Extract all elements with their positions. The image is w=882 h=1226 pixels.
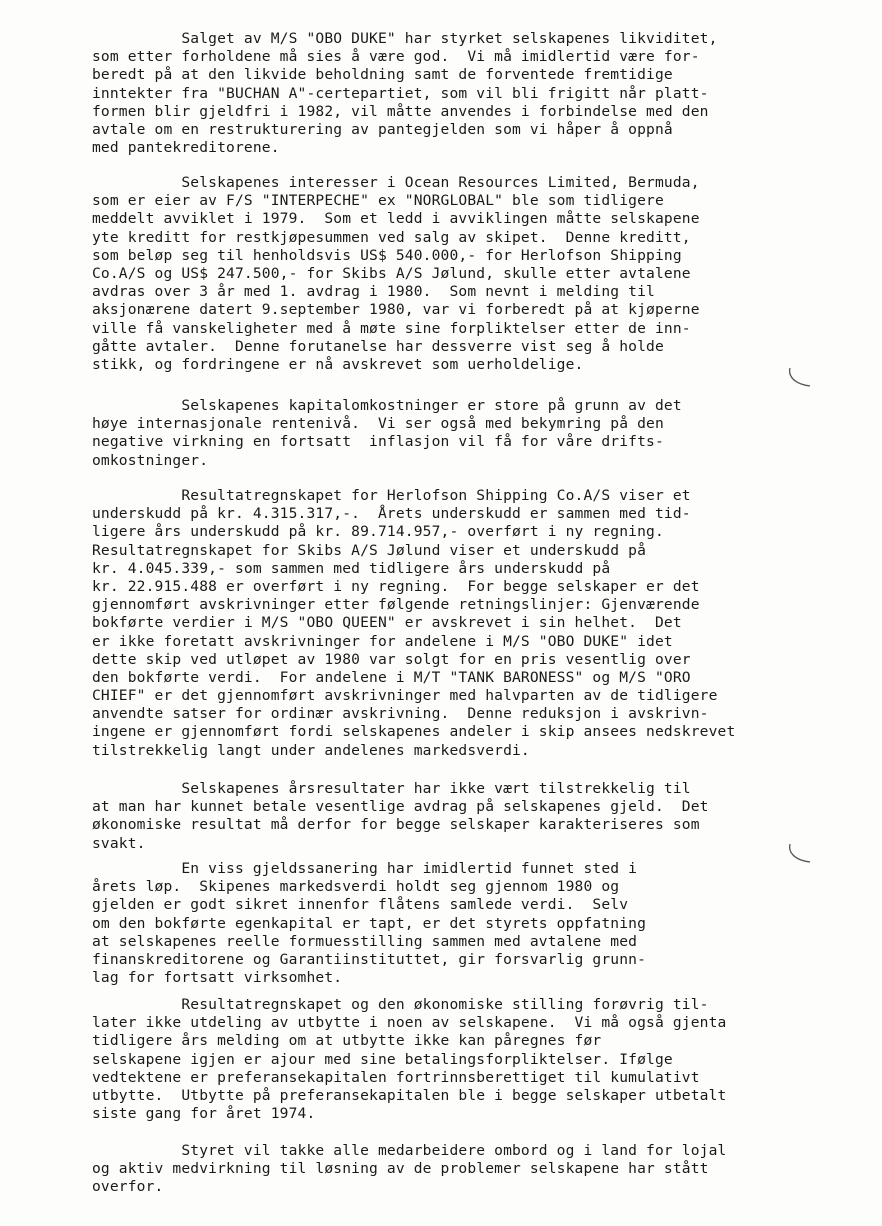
text-line: CHIEF" er det gjennomført avskrivninger med halvparten av de tidligere (92, 687, 718, 705)
paragraph-liquidity (92, 30, 862, 157)
text-line: overfor. (92, 1178, 164, 1196)
text-line: ligere års underskudd på kr. 89.714.957,- overført i ny regning. (92, 523, 664, 541)
text-line: underskudd på kr. 4.315.317,-. Årets underskudd er sammen med tid- (92, 505, 691, 523)
text-line: høye internasjonale rentenivå. Vi ser også med bekymring på den (92, 415, 664, 433)
text-line: vedtektene er preferansekapitalen fortrinnsberettiget til kumulativt (92, 1068, 700, 1086)
text-line: Resultatregnskapet og den økonomiske stilling forøvrig til- (92, 996, 709, 1013)
text-line: utbytte. Utbytte på preferansekapitalen ble i begge selskaper utbetalt (92, 1086, 727, 1104)
text-line: gjelden er godt sikret innenfor flåtens samlede verdi. Selv (92, 896, 629, 914)
text-line: økonomiske resultat må derfor for begge selskaper karakteriseres som (92, 816, 700, 834)
text-line: selskapene igjen er ajour med sine betalingsforpliktelser. Ifølge (92, 1050, 673, 1068)
text-line: kr. 4.045.339,- som sammen med tidligere års underskudd på (92, 559, 611, 577)
text-line: Salget av M/S "OBO DUKE" har styrket selskapenes likviditet, (92, 30, 718, 47)
text-line: beredt på at den likvide beholdning samt de forventede fremtidige (92, 66, 673, 84)
paragraph-thanks (92, 1142, 862, 1197)
text-line: negative virkning en fortsatt inflasjon vil få for våre drifts- (92, 433, 664, 451)
text-line: og aktiv medvirkning til løsning av de problemer selskapene har stått (92, 1160, 709, 1178)
text-line: anvendte satser for ordinær avskrivning. Denne reduksjon i avskrivn- (92, 705, 709, 723)
text-line: Styret vil takke alle medarbeidere ombord og i land for lojal (92, 1142, 727, 1159)
text-line: stikk, og fordringene er nå avskrevet som uerholdelige. (92, 355, 584, 373)
text-line: Selskapenes interesser i Ocean Resources Limited, Bermuda, (92, 174, 700, 191)
text-line: omkostninger. (92, 451, 209, 469)
text-line: meddelt avviklet i 1979. Som et ledd i avviklingen måtte selskapene (92, 210, 700, 228)
paragraph-income-statement (92, 487, 862, 760)
text-line: årets løp. Skipenes markedsverdi holdt seg gjennom 1980 og (92, 878, 620, 896)
text-line: at man har kunnet betale vesentlige avdrag på selskapenes gjeld. Det (92, 798, 709, 816)
text-line: ingene er gjennomført fordi selskapenes andeler i skip ansees nedskrevet (92, 723, 736, 741)
text-line: aksjonærene datert 9.september 1980, var vi forberedt på at kjøperne (92, 301, 700, 319)
text-line: finanskreditorene og Garantiinstituttet, gir forsvarlig grunn- (92, 950, 647, 968)
text-line: svakt. (92, 834, 146, 852)
text-line: lag for fortsatt virksomhet. (92, 969, 343, 987)
text-line: som er eier av F/S "INTERPECHE" ex "NORGLOBAL" ble som tidligere (92, 192, 664, 210)
text-line: yte kreditt for restkjøpesummen ved salg av skipet. Denne kreditt, (92, 228, 691, 246)
text-line: siste gang for året 1974. (92, 1105, 316, 1123)
text-line: Resultatregnskapet for Herlofson Shipping Co.A/S viser et (92, 487, 691, 504)
text-line: En viss gjeldssanering har imidlertid funnet sted i (92, 860, 638, 877)
margin-mark-icon (786, 366, 814, 388)
text-line: Resultatregnskapet for Skibs A/S Jølund viser et underskudd på (92, 541, 647, 559)
text-line: avdras over 3 år med 1. avdrag i 1980. Som nevnt i melding til (92, 283, 655, 301)
text-line: tidligere års melding om at utbytte ikke kan påregnes før (92, 1032, 602, 1050)
text-line: med pantekreditorene. (92, 139, 280, 157)
text-line: tilstrekkelig langt under andelenes markedsverdi. (92, 741, 530, 759)
paragraph-capital-costs (92, 397, 862, 470)
text-line: ville få vanskeligheter med å møte sine forpliktelser etter de inn- (92, 319, 691, 337)
text-line: formen blir gjeldfri i 1982, vil måtte anvendes i forbindelse med den (92, 102, 709, 120)
paragraph-debt-restructuring (92, 860, 862, 987)
paragraph-dividend (92, 996, 862, 1123)
text-line: dette skip ved utløpet av 1980 var solgt for en pris vesentlig over (92, 650, 691, 668)
text-line: om den bokførte egenkapital er tapt, er det styrets oppfatning (92, 914, 647, 932)
text-line: er ikke foretatt avskrivninger for andelene i M/S "OBO DUKE" idet (92, 632, 673, 650)
text-line: bokførte verdier i M/S "OBO QUEEN" er avskrevet i sin helhet. Det (92, 614, 682, 632)
text-line: later ikke utdeling av utbytte i noen av selskapene. Vi må også gjenta (92, 1014, 727, 1032)
text-line: kr. 22.915.488 er overført i ny regning. For begge selskaper er det (92, 577, 700, 595)
margin-mark-icon (786, 842, 814, 864)
text-line: den bokførte verdi. For andelene i M/T "TANK BARONESS" og M/S "ORO (92, 668, 691, 686)
text-line: inntekter fra "BUCHAN A"-certepartiet, som vil bli frigitt når platt- (92, 84, 709, 102)
text-line: Selskapenes årsresultater har ikke vært tilstrekkelig til (92, 780, 691, 797)
text-line: Co.A/S og US$ 247.500,- for Skibs A/S Jølund, skulle etter avtalene (92, 264, 691, 282)
paragraph-annual-results (92, 780, 862, 853)
text-line: som etter forholdene må sies å være god. Vi må imidlertid være for- (92, 48, 700, 66)
text-line: at selskapenes reelle formuesstilling sammen med avtalene med (92, 932, 638, 950)
text-line: gåtte avtaler. Denne forutanelse har dessverre vist seg å holde (92, 337, 664, 355)
paragraph-ocean-resources (92, 174, 862, 374)
text-line: som beløp seg til henholdsvis US$ 540.000,- for Herlofson Shipping (92, 246, 682, 264)
text-line: gjennomført avskrivninger etter følgende retningslinjer: Gjenværende (92, 596, 700, 614)
text-line: Selskapenes kapitalomkostninger er store på grunn av det (92, 397, 682, 414)
text-line: avtale om en restrukturering av pantegjelden som vi håper å oppnå (92, 120, 673, 138)
